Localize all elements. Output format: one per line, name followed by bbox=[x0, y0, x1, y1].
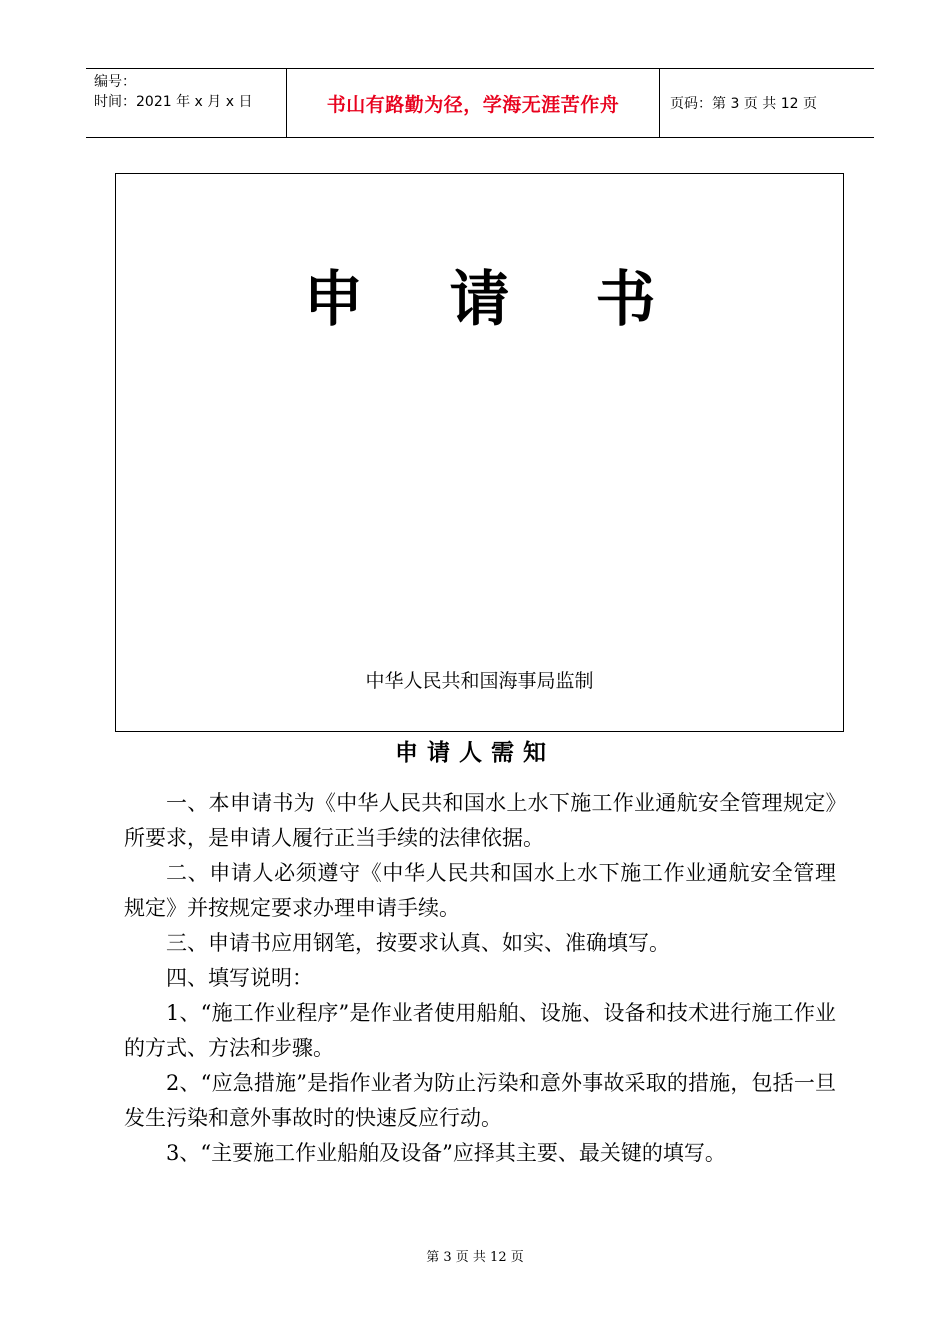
header-motto-cell bbox=[286, 69, 660, 137]
notice-paragraph: 三、申请书应用钢笔，按要求认真、如实、准确填写。 bbox=[166, 931, 670, 955]
document-number-label: 编号： bbox=[94, 74, 136, 90]
notice-paragraph: 2、“应急措施”是指作业者为防止污染和意外事故采取的措施，包括一旦发生污染和意外事故时的快速反应行动。 bbox=[124, 1071, 836, 1130]
page-footer: 第 3 页 共 12 页 bbox=[426, 1250, 524, 1265]
page-header bbox=[86, 68, 874, 138]
header-page-cell bbox=[660, 69, 874, 137]
cover-title-char: 书 bbox=[595, 265, 656, 335]
notice-paragraph: 二、申请人必须遵守《中华人民共和国水上水下施工作业通航安全管理规定》并按规定要求办理申请手续。 bbox=[124, 861, 836, 920]
notice-paragraph: 四、填写说明： bbox=[166, 966, 313, 990]
notice-paragraph: 1、“施工作业程序”是作业者使用船舶、设施、设备和技术进行施工作业的方式、方法和步骤。 bbox=[124, 1001, 836, 1060]
notice-paragraph: 3、“主要施工作业船舶及设备”应择其主要、最关键的填写。 bbox=[166, 1141, 726, 1165]
notice-paragraph: 一、本申请书为《中华人民共和国水上水下施工作业通航安全管理规定》所要求，是申请人履行正当手续的法律依据。 bbox=[124, 791, 836, 850]
cover-issuer: 中华人民共和国海事局监制 bbox=[365, 670, 594, 692]
cover-box bbox=[115, 173, 844, 732]
header-meta-cell bbox=[86, 69, 286, 137]
header-motto: 书山有路勤为径，学海无涯苦作舟 bbox=[326, 93, 620, 116]
notice-body bbox=[124, 786, 836, 1171]
header-page-code: 页码：第 3 页 共 12 页 bbox=[670, 96, 817, 112]
cover-title-char: 请 bbox=[449, 265, 510, 335]
cover-title bbox=[116, 252, 843, 338]
cover-title-char: 申 bbox=[303, 265, 364, 335]
document-time-label: 时间：2021 年 x 月 x 日 bbox=[94, 94, 253, 110]
notice-title: 申请人需知 bbox=[395, 740, 555, 766]
